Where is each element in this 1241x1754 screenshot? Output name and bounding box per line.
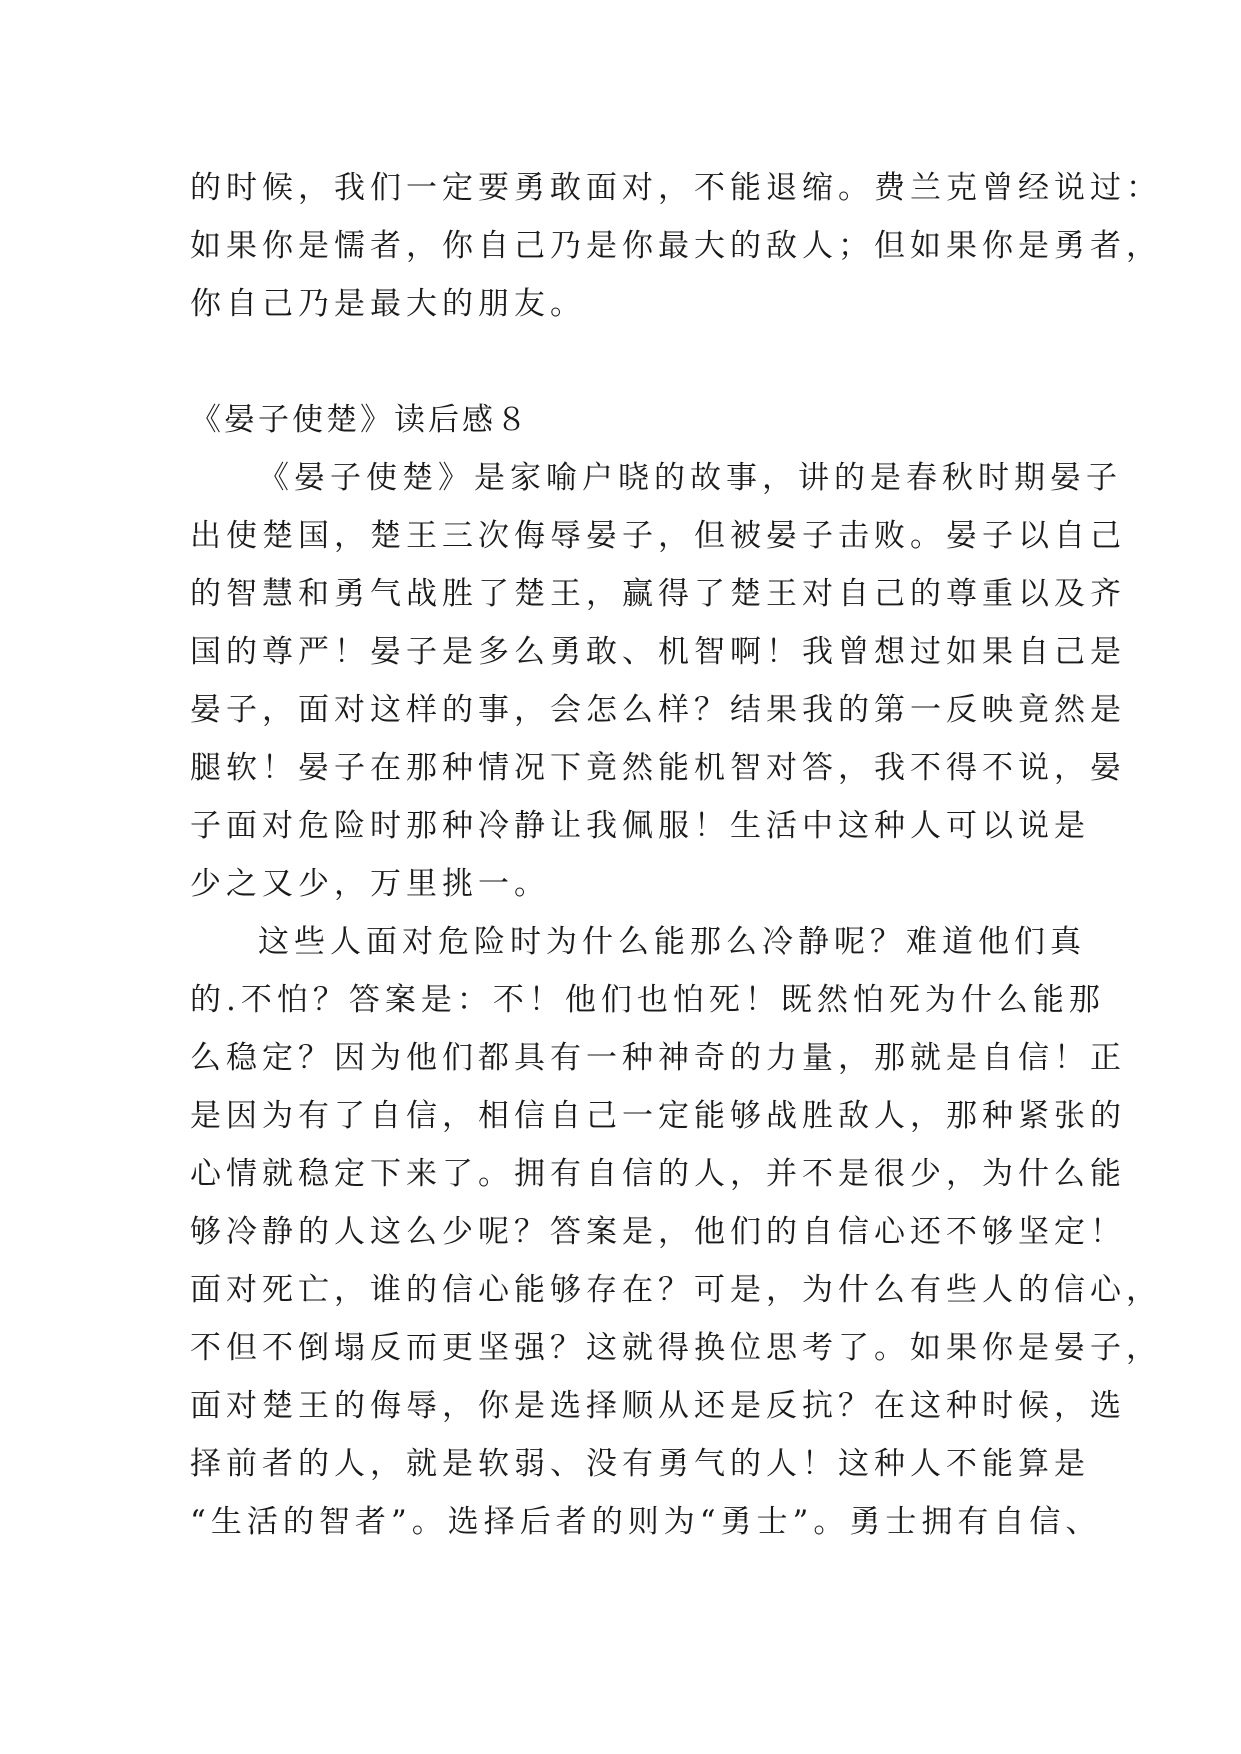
text-line: 够冷静的人这么少呢？答案是，他们的自信心还不够坚定！ xyxy=(190,1214,1126,1250)
text-line: 么稳定？因为他们都具有一种神奇的力量，那就是自信！正 xyxy=(190,1040,1126,1076)
text-line: 的.不怕？答案是：不！他们也怕死！既然怕死为什么能那 xyxy=(190,982,1105,1018)
text-line: 心情就稳定下来了。拥有自信的人，并不是很少，为什么能 xyxy=(190,1156,1126,1192)
text-line: 腿软！晏子在那种情况下竟然能机智对答，我不得不说，晏 xyxy=(190,750,1126,786)
text-line: 这些人面对危险时为什么能那么冷静呢？难道他们真 xyxy=(258,924,1086,960)
section-title: 《晏子使楚》读后感８ xyxy=(190,402,530,438)
text-line: 面对楚王的侮辱，你是选择顺从还是反抗？在这种时候，选 xyxy=(190,1388,1126,1424)
text-line: 出使楚国，楚王三次侮辱晏子，但被晏子击败。晏子以自己 xyxy=(190,518,1126,554)
text-line: 是因为有了自信，相信自己一定能够战胜敌人，那种紧张的 xyxy=(190,1098,1126,1134)
text-line: 的时候，我们一定要勇敢面对，不能退缩。费兰克曾经说过： xyxy=(190,170,1162,206)
text-line: 你自己乃是最大的朋友。 xyxy=(190,286,586,322)
text-line: 晏子，面对这样的事，会怎么样？结果我的第一反映竟然是 xyxy=(190,692,1126,728)
text-line: 的智慧和勇气战胜了楚王，赢得了楚王对自己的尊重以及齐 xyxy=(190,576,1126,612)
text-line: 如果你是懦者，你自己乃是你最大的敌人；但如果你是勇者， xyxy=(190,228,1162,264)
text-line: 《晏子使楚》是家喻户晓的故事，讲的是春秋时期晏子 xyxy=(258,460,1122,496)
text-line: 不但不倒塌反而更坚强？这就得换位思考了。如果你是晏子， xyxy=(190,1330,1162,1366)
text-line: 国的尊严！晏子是多么勇敢、机智啊！我曾想过如果自己是 xyxy=(190,634,1126,670)
text-line: 子面对危险时那种冷静让我佩服！生活中这种人可以说是 xyxy=(190,808,1090,844)
text-line: 少之又少，万里挑一。 xyxy=(190,866,550,902)
text-line: 面对死亡，谁的信心能够存在？可是，为什么有些人的信心， xyxy=(190,1272,1162,1308)
text-line: 择前者的人，就是软弱、没有勇气的人！这种人不能算是 xyxy=(190,1446,1090,1482)
text-line: “生活的智者”。选择后者的则为“勇士”。勇士拥有自信、 xyxy=(190,1504,1102,1540)
